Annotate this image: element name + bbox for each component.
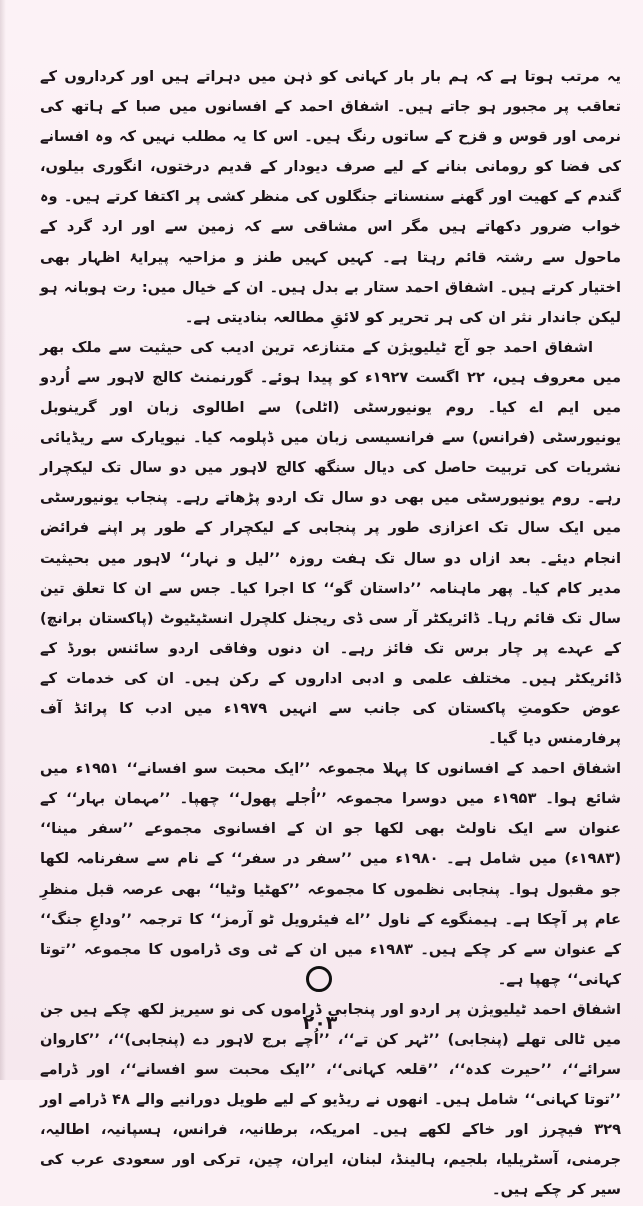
body-text bbox=[40, 62, 621, 1206]
paragraph-4: اشفاق احمد ٹیلیویژن پر اردو اور پنجابی ڈراموں کی نو سیریز لکھ چکے ہیں جن میں ٹالی تھلے (پنجابی) ’’ٹہر کن تے‘‘، ’’اُچے برج لاہور دے (پنجابی)‘‘، ’’کاروان سرائے‘‘، ’’حیرت کدہ‘‘، ’’قلعہ کہانی‘‘، ’’ایک محبت سو افسانے‘‘، اور ڈرامے ’’توتا کہانی‘‘ شامل ہیں۔ انھوں نے ریڈیو کے لیے طویل دورانیے والے ۴۸ ڈرامے اور ۳۲۹ فیچرز اور خاکے لکھے ہیں۔ امریکہ، برطانیہ، فرانس، ہسپانیہ، اطالیہ، جرمنی، آسٹریلیا، بلجیم، ہالینڈ، لبنان، ایران، چین، ترکی اور سعودی عرب کی سیر کر چکے ہیں۔ bbox=[40, 1000, 621, 1199]
page-number: ۲۰۳ bbox=[302, 1012, 338, 1034]
paragraph-2: اشفاق احمد جو آج ٹیلیویژن کے متنازعہ ترین ادیب کی حیثیت سے ملک بھر میں معروف ہیں، ۲۲ اگست ۱۹۲۷ء کو پیدا ہوئے۔ گورنمنٹ کالج لاہور سے اُردو میں ایم اے کیا۔ روم یونیورسٹی (اٹلی) سے اطالوی زبان اور گرینوبل یونیورسٹی (فرانس) سے فرانسیسی زبان میں ڈپلومہ کیا۔ نیویارک سے ریڈیائی نشریات کی تربیت حاصل کی دیال سنگھ کالج لاہور میں دو سال تک لیکچرار رہے۔ روم یونیورسٹی میں بھی دو سال تک اردو پڑھاتے رہے۔ پنجاب یونیورسٹی میں ایک سال تک اعزازی طور پر پنجابی کے لیکچرار کے طور پر اپنے فرائض انجام دیئے۔ بعد ازاں دو سال تک ہفت روزہ ’’لیل و نہار‘‘ لاہور میں بحیثیت مدیر کام کیا۔ پھر ماہنامہ ’’داستان گو‘‘ کا اجرا کیا۔ جس سے ان کا تعلق تین سال تک قائم رہا۔ ڈائریکٹر آر سی ڈی ریجنل کلچرل انسٹیٹیوٹ (پاکستان برانچ) کے عہدے پر چار برس تک فائز رہے۔ ان دنوں وفاقی اردو سائنس بورڈ کے ڈائریکٹر ہیں۔ مختلف علمی و ادبی اداروں کے رکن ہیں۔ ان کی خدمات کے عوض حکومتِ پاکستان کی جانب سے انہیں ۱۹۷۹ء میں ادب کا پرائڈ آف پرفارمنس دیا گیا۔ bbox=[40, 338, 621, 748]
page-edge-shadow bbox=[0, 0, 6, 1080]
paragraph-1: یہ مرتب ہوتا ہے کہ ہم بار بار کہانی کو ذہن میں دہراتے ہیں اور کرداروں کے تعاقب پر مجبور ہو جاتے ہیں۔ اشفاق احمد کے افسانوں میں صبا کے ہاتھ کی نرمی اور قوس و قزح کے ساتوں رنگ ہیں۔ اس کا یہ مطلب نہیں کہ وہ افسانے کی فضا کو رومانی بنانے کے لیے صرف دیودار کے قدیم درختوں، انگوری بیلوں، گندم کے کھیت اور گھنے سنسناتے جنگلوں کی منظر کشی پر اکتفا کرتے ہیں۔ وہ خواب ضرور دکھاتے ہیں مگر اس مشاقی سے کہ زمین سے اور ارد گرد کے ماحول سے رشتہ قائم رہتا ہے۔ کہیں کہیں طنز و مزاحیہ پیرایۂ اظہار بھی اختیار کرتے ہیں۔ اشفاق احمد ستار بے بدل ہیں۔ ان کے خیال میں: رت ہوبانہ ہو لیکن جاندار نثر ان کی ہر تحریر کو لائقِ مطالعہ بنادیتی ہے۔ bbox=[40, 68, 621, 326]
circle-ornament-icon bbox=[306, 966, 332, 992]
paragraph-3: اشفاق احمد کے افسانوں کا پہلا مجموعہ ’’ایک محبت سو افسانے‘‘ ۱۹۵۱ء میں شائع ہوا۔ ۱۹۵۳ء میں دوسرا مجموعہ ’’اُجلے پھول‘‘ چھپا۔ ’’مہمان بہار‘‘ کے عنوان سے ایک ناولٹ بھی لکھا جو ان کے افسانوی مجموعے ’’سفر مینا‘‘ (۱۹۸۳ء) میں شامل ہے۔ ۱۹۸۰ء میں ’’سفر در سفر‘‘ کے نام سے سفرنامہ لکھا جو مقبول ہوا۔ پنجابی نظموں کا مجموعہ ’’کھٹیا وٹیا‘‘ بھی عرصہ قبل منظرِ عام پر آچکا ہے۔ ہیمنگوے کے ناول ’’اے فیئرویل ٹو آرمز‘‘ کا ترجمہ ’’وداعِ جنگ‘‘ کے عنوان سے کر چکے ہیں۔ ۱۹۸۳ء میں ان کے ٹی وی ڈراموں کا مجموعہ ’’توتا کہانی‘‘ چھپا ہے۔ bbox=[40, 760, 622, 988]
